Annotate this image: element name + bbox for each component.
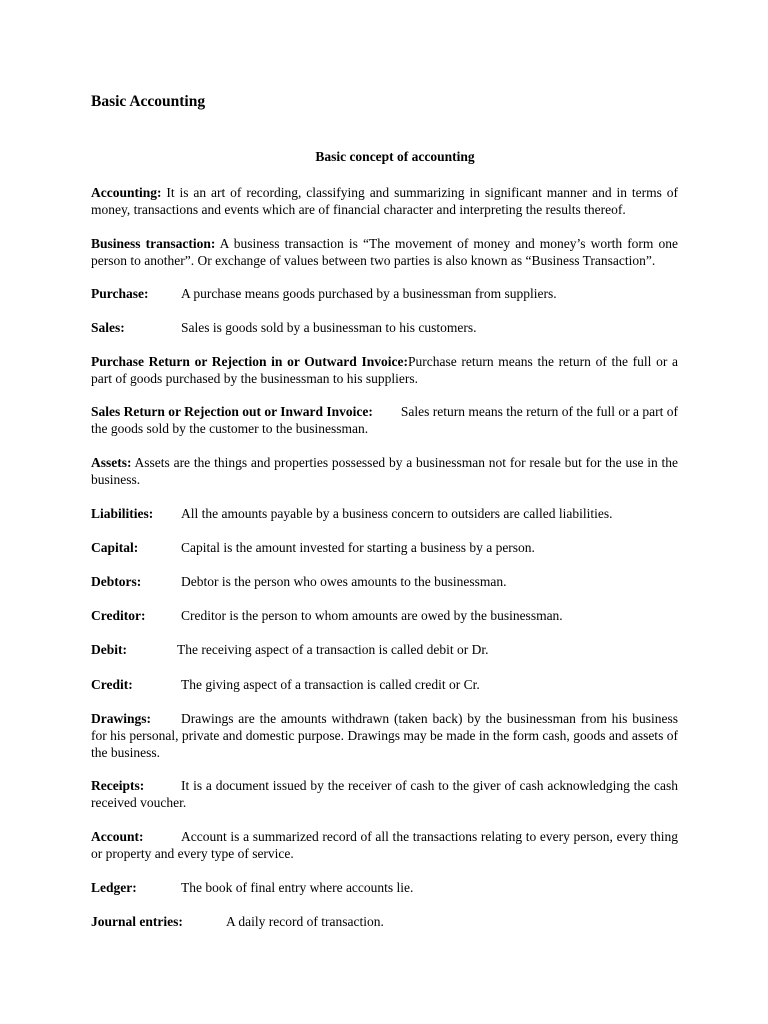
definition-text: It is an art of recording, classifying and summarizing in significant manner and in terms of money, transactions and events which are of financial character and interpreting the results thereof. [91,185,678,217]
definition-debit [91,641,678,658]
definition-credit [91,676,678,693]
definition-text: Debtor is the person who owes amounts to the businessman. [181,574,507,589]
definition-text: A daily record of transaction. [226,914,384,929]
definition-receipts [91,777,678,811]
term-label: Business transaction: [91,236,216,251]
definition-text: The receiving aspect of a transaction is called debit or Dr. [177,642,489,657]
definition-text: Creditor is the person to whom amounts are owed by the businessman. [181,608,563,623]
term-label: Liabilities: [91,506,154,521]
term-label: Capital: [91,540,139,555]
definition-journal-entries [91,913,678,930]
term-label: Purchase: [91,286,149,301]
definition-text: Sales is goods sold by a businessman to his customers. [181,320,477,335]
definition-text: The giving aspect of a transaction is called credit or Cr. [181,677,480,692]
term-label: Sales: [91,320,125,335]
term-label: Ledger: [91,880,137,895]
definition-assets [91,454,678,488]
definition-text: Assets are the things and properties possessed by a businessman not for resale but for the use in the business. [91,455,678,487]
term-label: Debit: [91,642,127,657]
definition-debtors [91,573,678,590]
definition-text: A purchase means goods purchased by a businessman from suppliers. [181,286,557,301]
term-label: Assets: [91,455,132,470]
definition-text: Account is a summarized record of all the transactions relating to every person, every thing or property and every type of service. [91,829,678,861]
definition-text: The book of final entry where accounts lie. [181,880,414,895]
term-label: Credit: [91,677,133,692]
definition-account [91,828,678,862]
definition-capital [91,539,678,556]
term-label: Purchase Return or Rejection in or Outward Invoice: [91,354,408,369]
definition-sales [91,319,678,336]
definition-text: Drawings are the amounts withdrawn (taken back) by the businessman from his business for his personal, private and domestic purpose. Drawings may be made in the form cash, goods and assets of the business. [91,711,678,760]
definition-text: Purchase return means the return of the full or a part of goods purchased by the businessman to his suppliers. [91,354,679,386]
definition-text: Sales return means the return of the full or a part of the goods sold by the customer to the businessman. [91,404,678,436]
definition-sales-return [91,403,678,437]
definition-text: It is a document issued by the receiver of cash to the giver of cash acknowledging the cash received voucher. [91,778,678,810]
section-title: Basic concept of accounting [315,149,475,164]
term-label: Receipts: [91,778,145,793]
definition-purchase-return [91,353,678,387]
page-title: Basic Accounting [91,93,206,110]
term-label: Debtors: [91,574,142,589]
definition-purchase [91,285,678,302]
definition-text: All the amounts payable by a business concern to outsiders are called liabilities. [181,506,613,521]
term-label: Creditor: [91,608,146,623]
definition-accounting [91,184,678,218]
term-label: Account: [91,829,144,844]
term-label: Sales Return or Rejection out or Inward Invoice: [91,404,373,419]
definition-creditor [91,607,678,624]
definition-ledger [91,879,678,896]
definition-text: Capital is the amount invested for starting a business by a person. [181,540,535,555]
term-label: Drawings: [91,711,151,726]
definition-business-transaction [91,235,678,269]
definition-liabilities [91,505,678,522]
definition-text: A business transaction is “The movement of money and money’s worth form one person to another”. Or exchange of values between two parties is also known as “Business Transaction”. [91,236,678,268]
term-label: Journal entries: [91,914,183,929]
term-label: Accounting: [91,185,162,200]
definition-drawings [91,710,678,761]
